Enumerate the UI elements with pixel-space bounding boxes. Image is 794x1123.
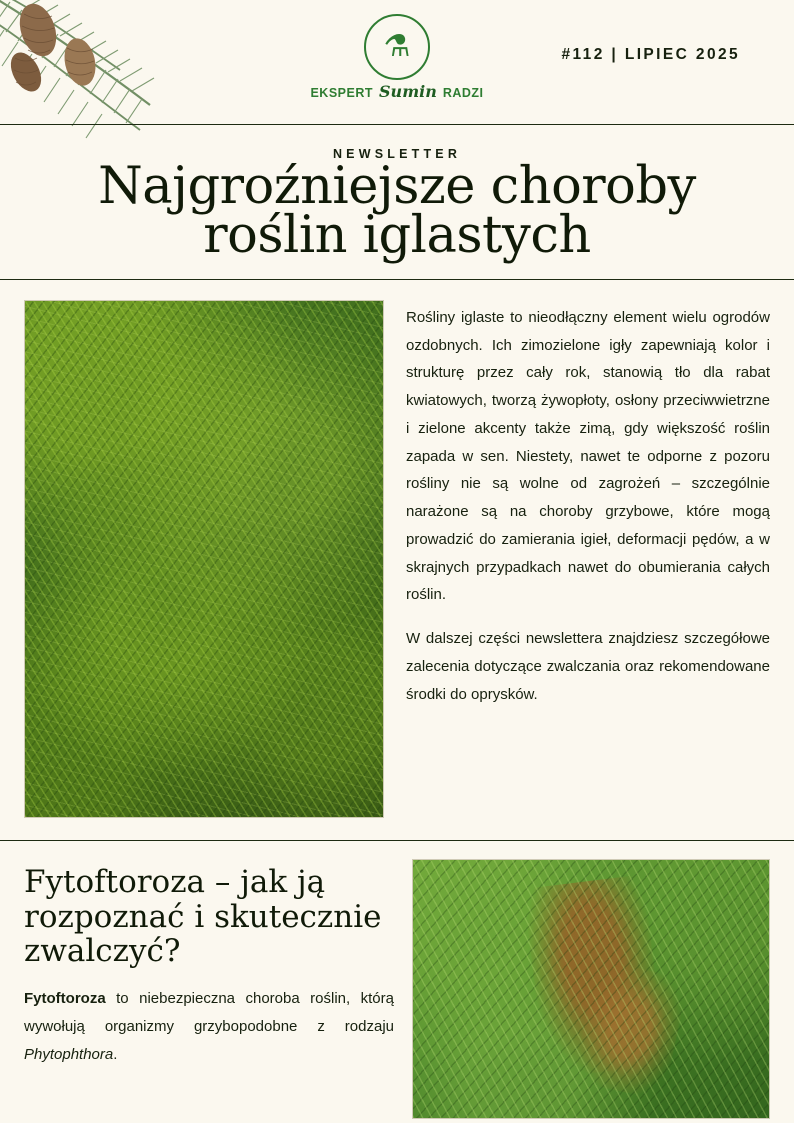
hedge-image-needles [25,301,383,817]
title-block [0,125,794,279]
intro-section [0,280,794,840]
fytoftoroza-text-column [24,859,394,1068]
page-header [0,0,794,125]
logo-brand: Sumin [379,82,437,101]
intro-paragraph-1: Rośliny iglaste to nieodłączny element wielu ogrodów ozdobnych. Ich zimozielone igły zapewniają kolor i strukturę przez cały rok, stanowią tło dla rabat kwiatowych, tworzą żywopłoty, osłony przeciwwietrzne i zielone akcenty także zimą, gdy większość roślin zapada w sen. Niestety, nawet te odporne z pozoru rośliny nie są wolne od zagrożeń – szczególnie narażone są na choroby grzybowe, które mogą prowadzić do zamierania igieł, deformacji pędów, a w skrajnych przypadkach nawet do obumierania całych roślin. [406,308,770,604]
fytoftoroza-lead-bold: Fytoftoroza [24,990,106,1008]
logo-mark [364,14,430,80]
intro-text-column [406,300,770,709]
logo-suffix: RADZI [442,86,484,100]
fytoftoroza-lead-end: . [113,1045,118,1063]
issue-number: #112 | LIPIEC 2025 [561,46,740,63]
intro-paragraph-2: W dalszej części newslettera znajdziesz szczegółowe zalecenia dotyczące zwalczania oraz rekomendowane środki do oprysków. [406,630,770,703]
juniper-disease-image [412,859,770,1119]
fytoftoroza-lead-italic: Phytophthora [24,1045,114,1063]
fytoftoroza-lead [24,985,394,1068]
fytoftoroza-heading: Fytoftoroza – jak ją rozpoznać i skutecznie zwalczyć? [24,863,382,970]
mortar-and-pestle-icon: ⚗ [383,30,411,63]
brand-logo [302,14,492,101]
fytoftoroza-section [0,841,794,1119]
page-title: Najgroźniejsze choroby roślin iglastych [98,157,696,265]
juniper-image-needles [413,860,769,1118]
fytoftoroza-lead-mid: to niebezpieczna choroba roślin, którą wywołują organizmy grzybopodobne z rodzaju [24,990,394,1035]
conifer-hedge-image [24,300,384,818]
logo-text [302,82,492,101]
logo-prefix: EKSPERT [310,86,374,100]
newsletter-eyebrow: NEWSLETTER [332,147,462,161]
